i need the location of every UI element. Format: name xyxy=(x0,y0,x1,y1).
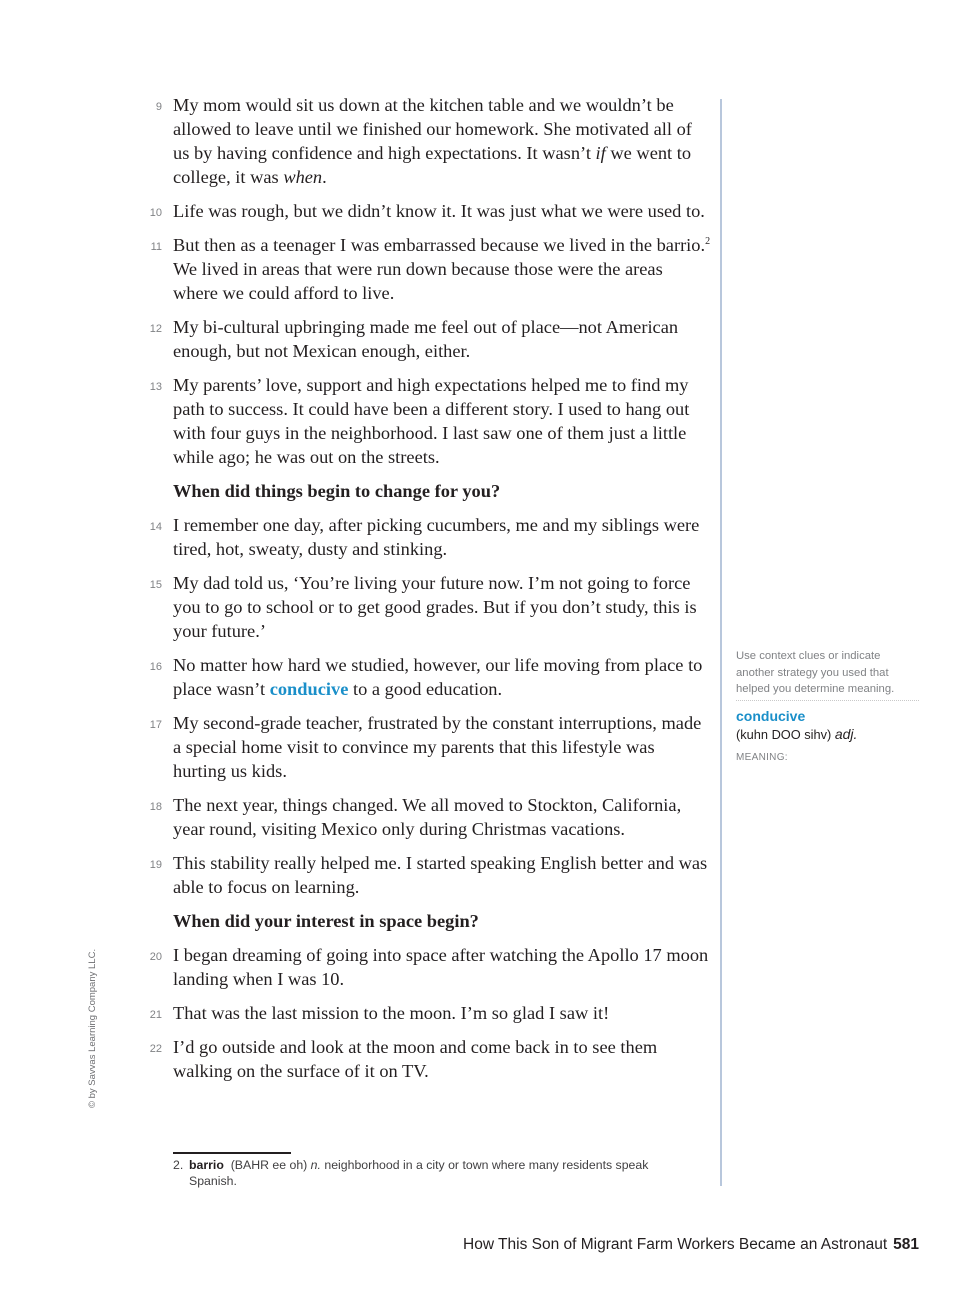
paragraph-text: But then as a teenager I was embarrassed because we lived in the barrio. xyxy=(173,235,706,255)
paragraph-text: That was the last mission to the moon. I’m so glad I saw it! xyxy=(173,1003,610,1023)
paragraph xyxy=(140,793,712,841)
vocab-pronunciation xyxy=(736,726,919,742)
vocabulary-sidebar xyxy=(736,648,919,763)
paragraph-text: I began dreaming of going into space after watching the Apollo 17 moon landing when I was 10. xyxy=(173,945,709,989)
paragraph-number: 9 xyxy=(155,101,162,113)
paragraph-number: 20 xyxy=(149,951,162,963)
paragraph-text: My second-grade teacher, frustrated by the constant interruptions, made a special home visit to convince my parents that this lifestyle was hurting us kids. xyxy=(173,713,702,781)
page-footer xyxy=(463,1236,919,1254)
paragraph xyxy=(140,851,712,899)
section-question: When did your interest in space begin? xyxy=(173,911,479,931)
paragraph-number: 10 xyxy=(149,207,162,219)
paragraph-number: 18 xyxy=(149,801,162,813)
paragraph-number: 11 xyxy=(150,241,162,253)
paragraph-text: My parents’ love, support and high expectations helped me to find my path to success. It could have been a different story. I used to hang out with four guys in the neighborhood. I last saw one of them just a little while ago; he was out on the streets. xyxy=(173,375,690,467)
paragraph-text: I’d go outside and look at the moon and come back in to see them walking on the surface of it on TV. xyxy=(173,1037,658,1081)
margin-divider xyxy=(720,99,722,1186)
paragraph xyxy=(140,1001,712,1025)
footnote-definition: neighborhood in a city or town where many residents speak Spanish. xyxy=(189,1158,649,1188)
paragraph-text: if xyxy=(595,143,606,163)
paragraph-number: 13 xyxy=(149,381,162,393)
paragraph xyxy=(140,93,712,189)
paragraph-text: My mom would sit us down at the kitchen table and we wouldn’t be allowed to leave until we finished our homework. She motivated all of us by having confidence and high expectations. It wasn’t xyxy=(173,95,692,163)
paragraph-text: when xyxy=(283,167,323,187)
context-clue-note: Use context clues or indicate another strategy you used that helped you determine meaning. xyxy=(736,648,919,701)
copyright-notice: © by Savvas Learning Company LLC. xyxy=(87,948,98,1108)
paragraph xyxy=(140,315,712,363)
pronunciation-text: (kuhn DOO sihv) xyxy=(736,726,835,742)
paragraph xyxy=(140,233,712,305)
paragraph-number: 16 xyxy=(149,661,162,673)
paragraph-text: We lived in areas that were run down because those were the areas where we could afford to live. xyxy=(173,259,663,303)
paragraph-number: 14 xyxy=(149,521,162,533)
paragraph xyxy=(140,653,712,701)
vocab-word: conducive xyxy=(736,707,806,724)
paragraph-number: 12 xyxy=(149,323,162,335)
footnote-ref: 2 xyxy=(705,235,711,247)
paragraph-text: The next year, things changed. We all moved to Stockton, California, year round, visiting Mexico only during Christmas vacations. xyxy=(173,795,682,839)
paragraph-number: 17 xyxy=(149,719,162,731)
paragraph xyxy=(140,373,712,469)
paragraph-text: to a good education. xyxy=(348,679,503,699)
vocab-highlight[interactable]: conducive xyxy=(269,679,349,699)
paragraph-number: 22 xyxy=(149,1043,162,1055)
footnote-pronunciation: (BAHR ee oh) xyxy=(230,1158,308,1172)
paragraph-text: This stability really helped me. I started speaking English better and was able to focus on learning. xyxy=(173,853,708,897)
paragraph-text: No matter how hard we studied, however, our life moving from place to place wasn’t xyxy=(173,655,703,699)
paragraph-text: we went to college, it was xyxy=(173,143,692,187)
paragraph xyxy=(140,199,712,223)
paragraph-number: 21 xyxy=(149,1009,162,1021)
paragraph-number: 15 xyxy=(149,579,162,591)
footnote-term: barrio xyxy=(189,1158,224,1172)
page-number: 581 xyxy=(893,1236,919,1253)
article-body xyxy=(140,93,712,1093)
footnote-pos: n. xyxy=(310,1158,321,1172)
paragraph-text: I remember one day, after picking cucumbers, me and my siblings were tired, hot, sweaty, dusty and stinking. xyxy=(173,515,700,559)
paragraph xyxy=(140,1035,712,1083)
paragraph-text: My bi-cultural upbringing made me feel out of place—not American enough, but not Mexican enough, either. xyxy=(173,317,679,361)
paragraph xyxy=(140,571,712,643)
paragraph xyxy=(140,943,712,991)
footnote-number: 2. xyxy=(173,1158,184,1172)
paragraph-text: . xyxy=(322,167,327,187)
footer-title: How This Son of Migrant Farm Workers Became an Astronaut xyxy=(463,1236,888,1253)
paragraph-text: My dad told us, ‘You’re living your future now. I’m not going to force you to go to school or to get good grades. But if you don’t study, this is your future.’ xyxy=(173,573,697,641)
section-question: When did things begin to change for you? xyxy=(173,481,501,501)
meaning-label: MEANING: xyxy=(736,751,788,763)
paragraph-number: 19 xyxy=(149,859,162,871)
part-of-speech: adj. xyxy=(834,725,858,742)
paragraph xyxy=(140,513,712,561)
footnote-rule xyxy=(173,1152,291,1154)
footnote xyxy=(173,1157,693,1189)
paragraph xyxy=(140,711,712,783)
paragraph-text: Life was rough, but we didn’t know it. It was just what we were used to. xyxy=(173,201,705,221)
